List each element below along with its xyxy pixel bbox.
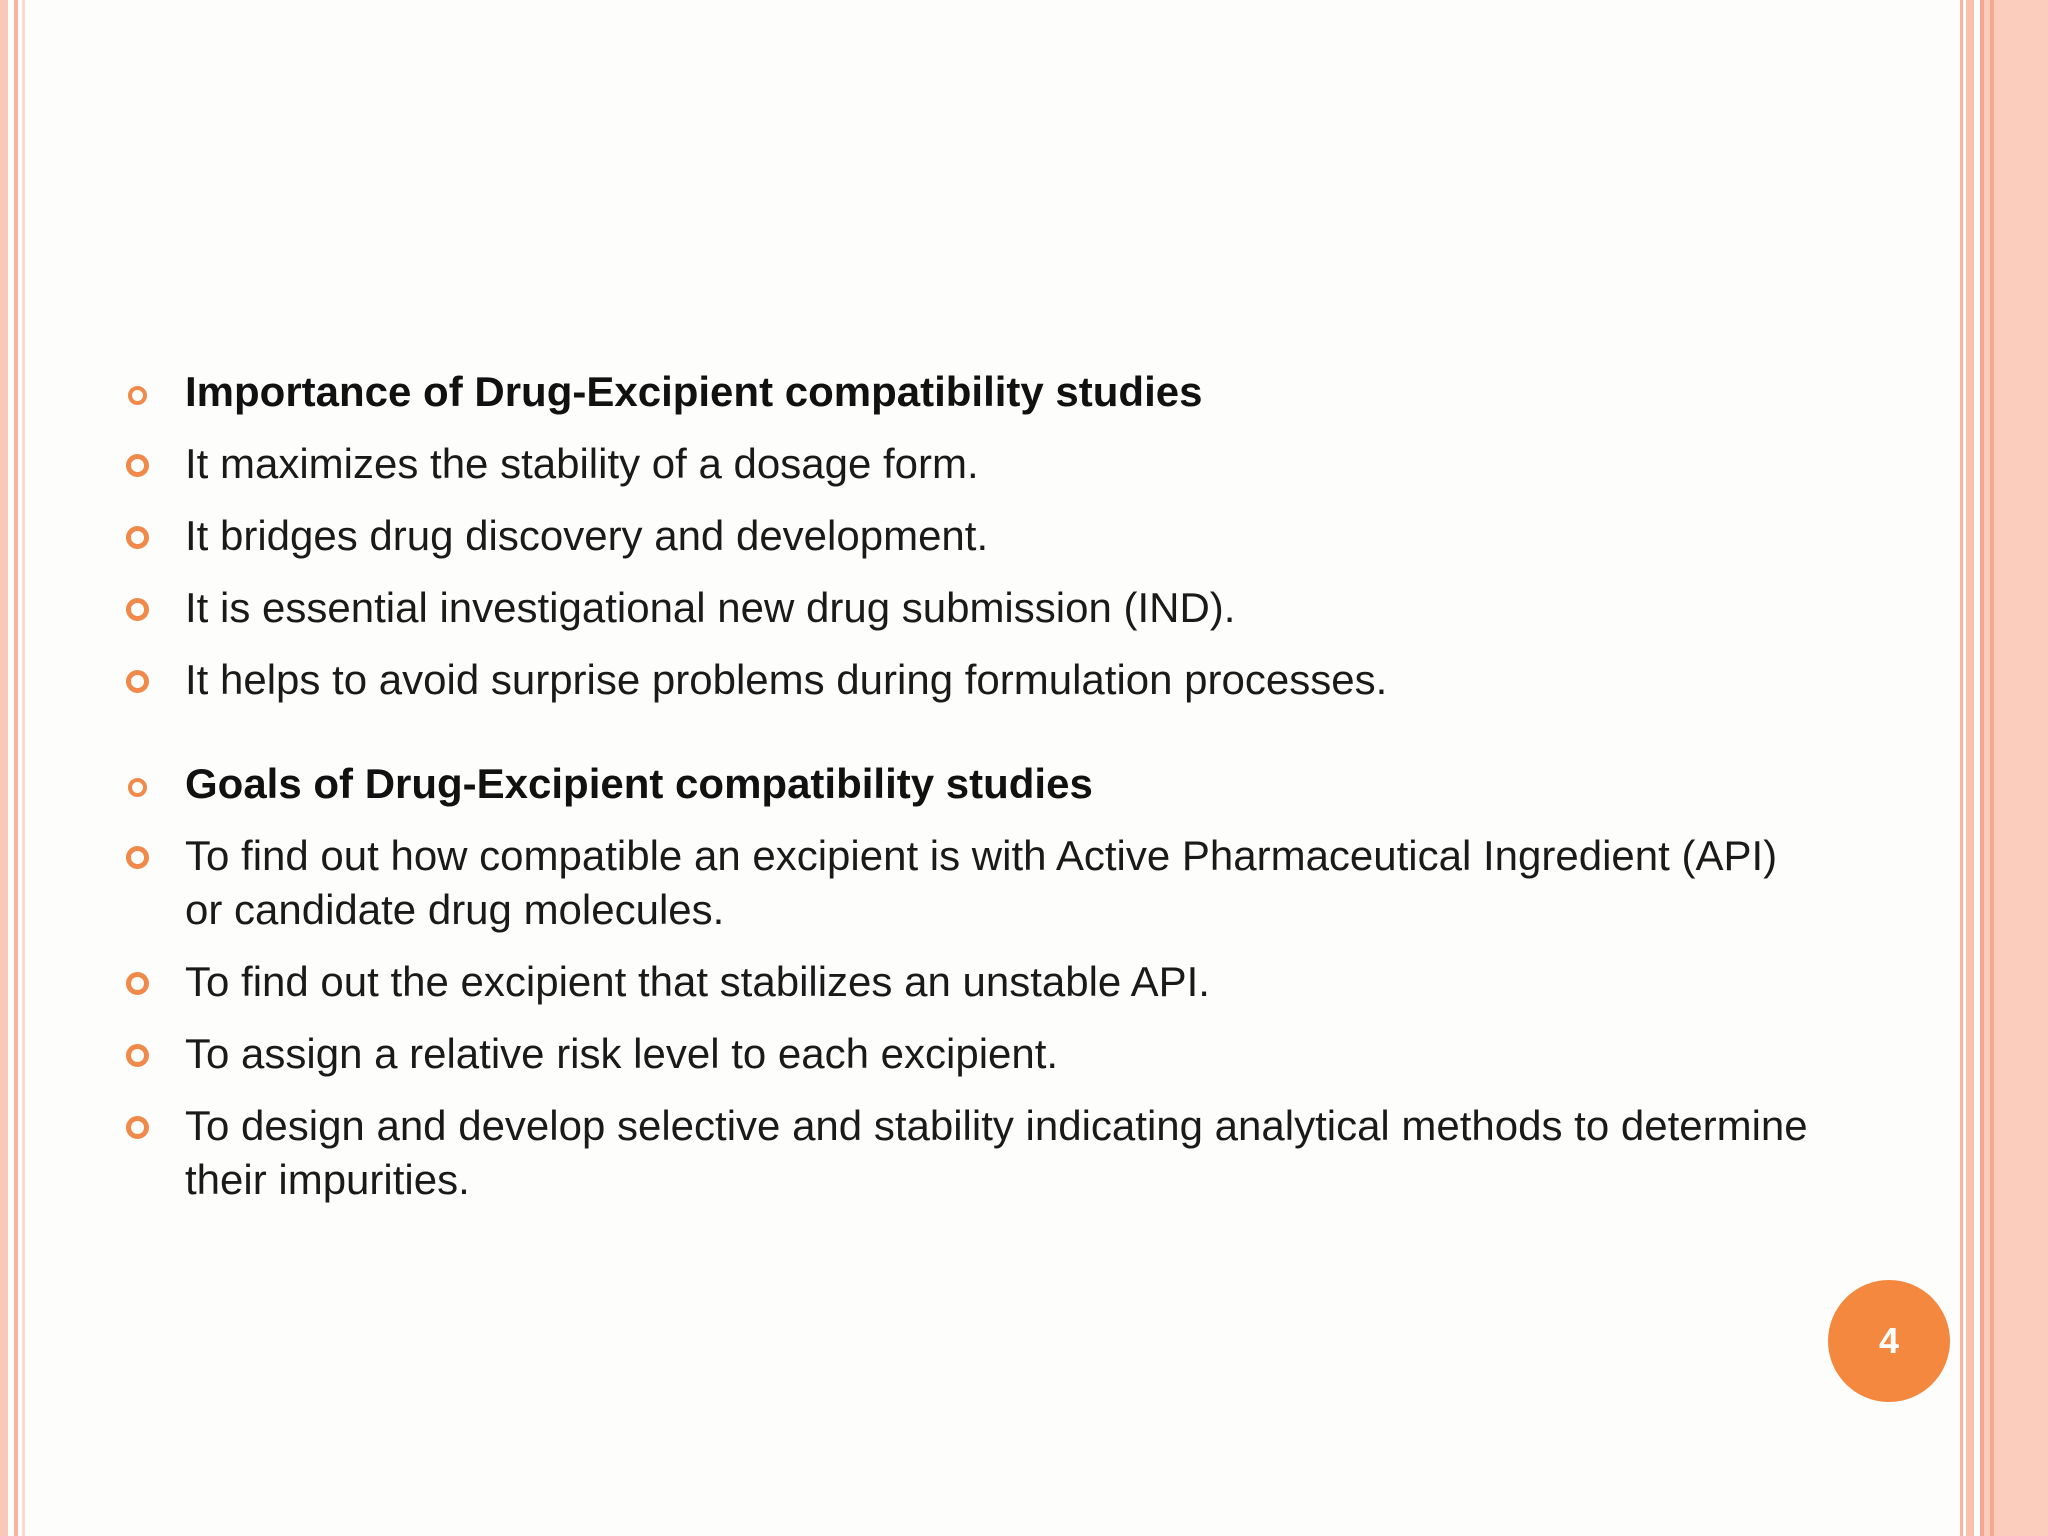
circle-bullet-icon bbox=[126, 1044, 149, 1067]
right-border-stripe bbox=[1966, 0, 1974, 1536]
list-item-text: It maximizes the stability of a dosage form. bbox=[185, 440, 979, 487]
circle-bullet-icon bbox=[126, 1116, 149, 1139]
list-item-text: It helps to avoid surprise problems during formulation processes. bbox=[185, 656, 1388, 703]
circle-bullet-icon bbox=[126, 972, 149, 995]
left-border-stripe bbox=[14, 0, 18, 1536]
list-item bbox=[120, 1027, 1820, 1081]
list-item-text: To find out the excipient that stabilizes an unstable API. bbox=[185, 958, 1210, 1005]
circle-bullet-icon bbox=[126, 598, 149, 621]
circle-bullet-icon bbox=[126, 670, 149, 693]
circle-bullet-icon bbox=[126, 526, 149, 549]
list-item-text: It bridges drug discovery and development. bbox=[185, 512, 989, 559]
list-item bbox=[120, 1099, 1820, 1207]
left-border-stripe bbox=[0, 0, 8, 1536]
page-number-badge: 4 bbox=[1828, 1280, 1950, 1402]
list-item bbox=[120, 653, 1820, 707]
list-item-text: It is essential investigational new drug submission (IND). bbox=[185, 584, 1236, 631]
circle-bullet-icon bbox=[126, 846, 149, 869]
list-item-text: To find out how compatible an excipient is with Active Pharmaceutical Ingredient (API) or candidate drug molecules. bbox=[185, 832, 1778, 933]
right-border-stripe bbox=[1960, 0, 1963, 1536]
list-item bbox=[120, 829, 1820, 937]
circle-bullet-icon bbox=[128, 778, 147, 797]
importance-section bbox=[120, 365, 1820, 707]
list-item bbox=[120, 955, 1820, 1009]
list-item-text: To assign a relative risk level to each excipient. bbox=[185, 1030, 1059, 1077]
circle-bullet-icon bbox=[128, 386, 147, 405]
section-heading bbox=[120, 365, 1820, 419]
heading-text: Goals of Drug-Excipient compatibility studies bbox=[185, 760, 1093, 807]
goals-section bbox=[120, 757, 1820, 1207]
section-heading bbox=[120, 757, 1820, 811]
list-item-text: To design and develop selective and stability indicating analytical methods to determine their impurities. bbox=[185, 1102, 1808, 1203]
slide-content bbox=[120, 365, 1820, 1225]
heading-text: Importance of Drug-Excipient compatibility studies bbox=[185, 368, 1203, 415]
left-border-stripe bbox=[22, 0, 25, 1536]
circle-bullet-icon bbox=[126, 454, 149, 477]
list-item bbox=[120, 581, 1820, 635]
list-item bbox=[120, 509, 1820, 563]
list-item bbox=[120, 437, 1820, 491]
right-border-stripe bbox=[1990, 0, 1994, 1536]
